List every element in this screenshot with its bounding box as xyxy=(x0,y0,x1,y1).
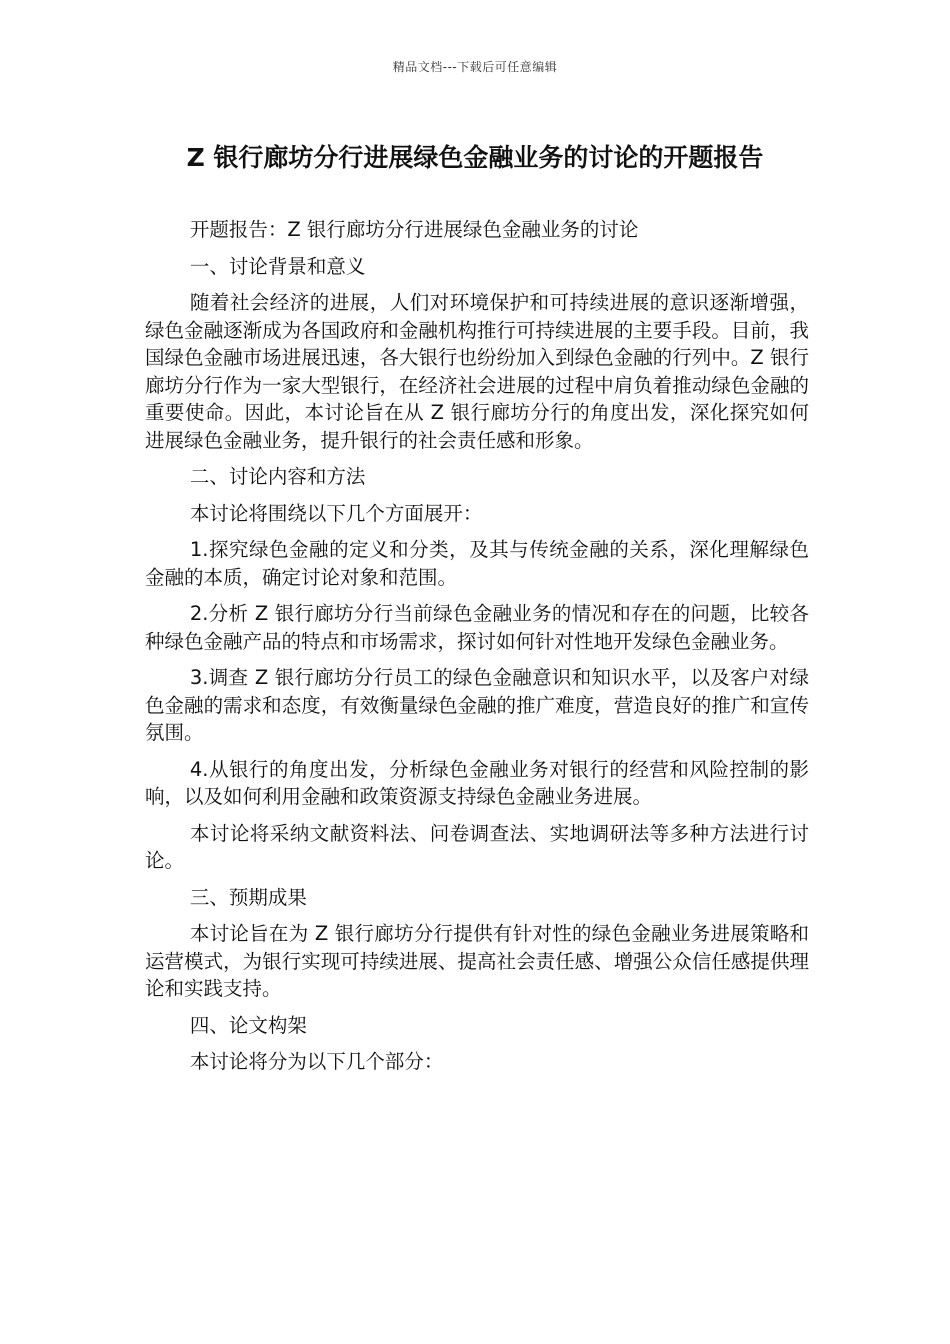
section-heading-expected-results: 三、预期成果 xyxy=(189,885,307,909)
paragraph-content-intro: 本讨论将围绕以下几个方面展开： xyxy=(189,501,483,525)
paragraph-expected-results: 本讨论旨在为 Z 银行廊坊分行提供有针对性的绿色金融业务进展策略和运营模式，为银行实现可持续进展、提高社会责任感、增强公众信任感提供理论和实践支持。 xyxy=(145,922,809,1000)
section-heading-structure: 四、论文构架 xyxy=(189,1013,307,1037)
list-item-2: 2.分析 Z 银行廊坊分行当前绿色金融业务的情况和存在的问题，比较各种绿色金融产品的特点和市场需求，探讨如何针对性地开发绿色金融业务。 xyxy=(145,602,809,653)
section-heading-content-method: 二、讨论内容和方法 xyxy=(189,465,366,488)
paragraph-structure-intro: 本讨论将分为以下几个部分： xyxy=(189,1050,444,1073)
list-item-1: 1.探究绿色金融的定义和分类，及其与传统金融的关系，深化理解绿色金融的本质，确定讨论对象和范围。 xyxy=(145,538,809,589)
section-heading-background: 一、讨论背景和意义 xyxy=(189,254,366,278)
list-item-4: 4.从银行的角度出发，分析绿色金融业务对银行的经营和风险控制的影响，以及如何利用金融和政策资源支持绿色金融业务进展。 xyxy=(145,757,809,808)
document-title: Z 银行廊坊分行进展绿色金融业务的讨论的开题报告 xyxy=(186,143,764,172)
paragraph-report-subject: 开题报告：Z 银行廊坊分行进展绿色金融业务的讨论 xyxy=(189,218,639,241)
paragraph-methods: 本讨论将采纳文献资料法、问卷调查法、实地调研法等多种方法进行讨论。 xyxy=(145,821,809,872)
paragraph-background: 随着社会经济的进展，人们对环境保护和可持续进展的意识逐渐增强，绿色金融逐渐成为各国政府和金融机构推行可持续进展的主要手段。目前，我国绿色金融市场进展迅速，各大银行也纷纷加入到绿色金融的行列中。Z 银行廊坊分行作为一家大型银行，在经济社会进展的过程中肩负着推动绿色金融的重要使命。因此，本讨论旨在从 Z 银行廊坊分行的角度出发，深化探究如何进展绿色金融业务，提升银行的社会责任感和形象。 xyxy=(145,291,809,452)
list-item-3: 3.调查 Z 银行廊坊分行员工的绿色金融意识和知识水平，以及客户对绿色金融的需求和态度，有效衡量绿色金融的推广难度，营造良好的推广和宣传氛围。 xyxy=(145,666,809,744)
document-body xyxy=(145,216,809,1085)
header-note: 精品文档---下载后可任意编辑 xyxy=(392,60,558,74)
